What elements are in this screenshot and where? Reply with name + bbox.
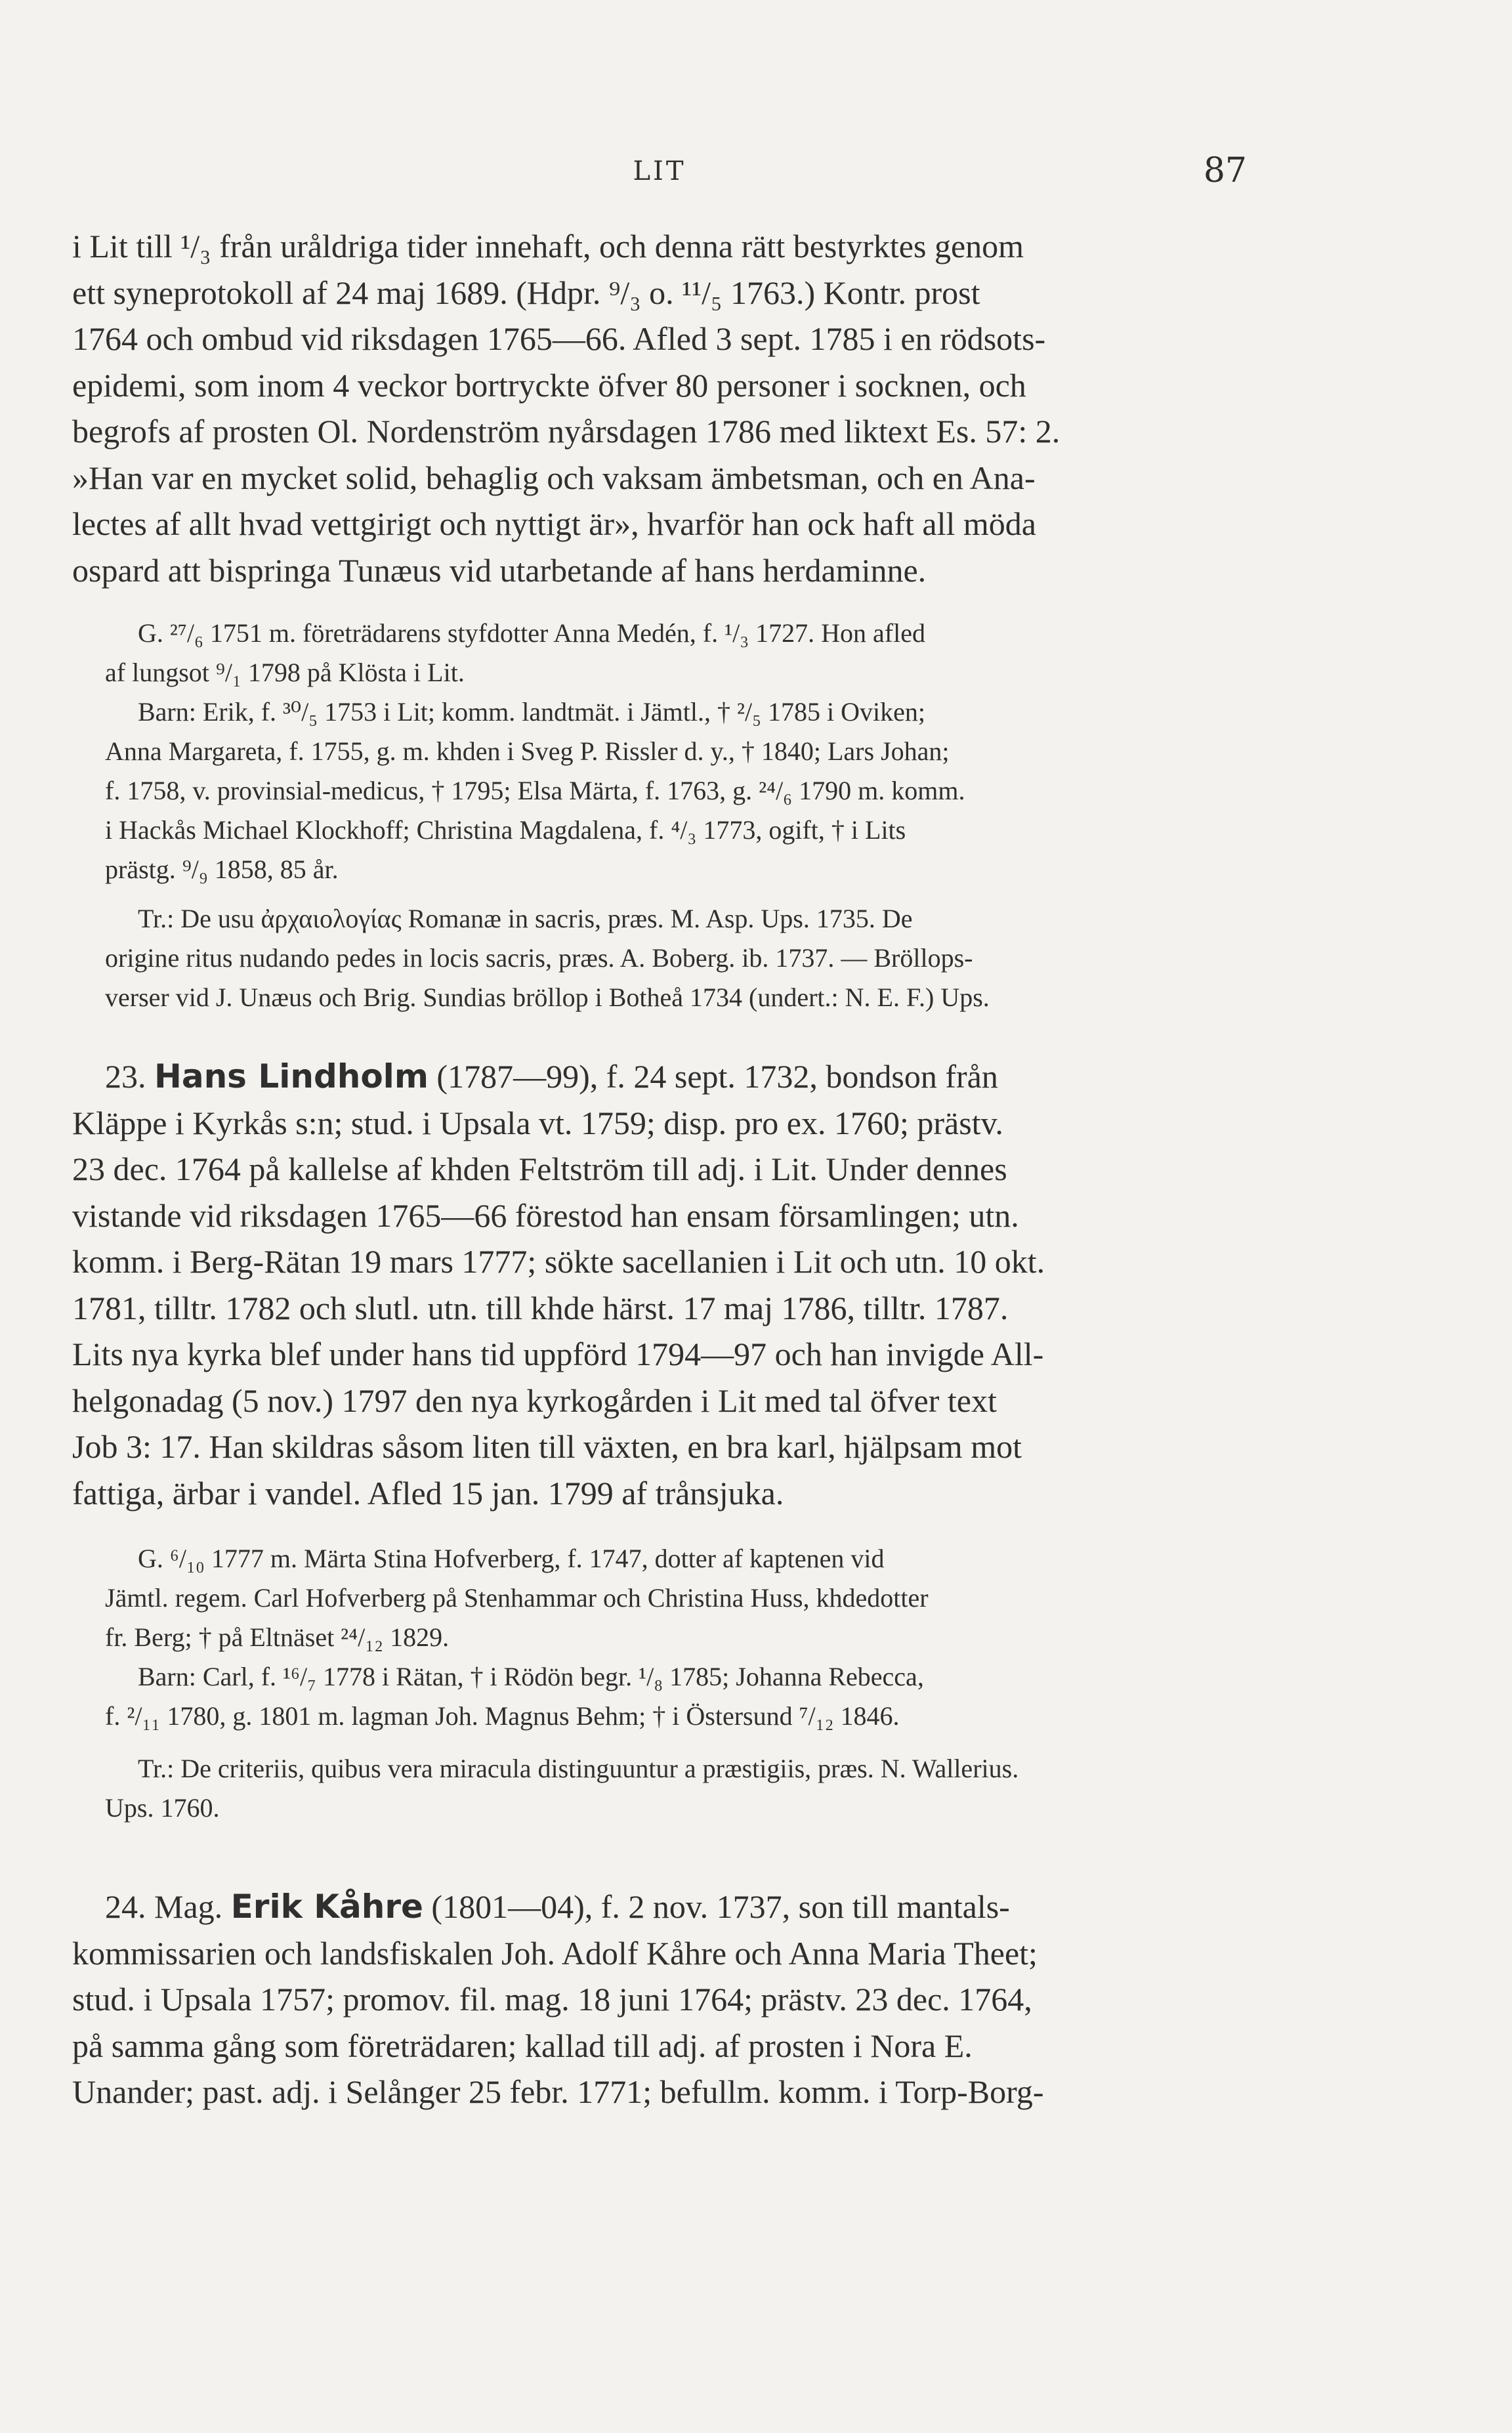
text-line: G. ⁶/₁₀ 1777 m. Märta Stina Hofverberg, f. 1747, dotter af kaptenen vid [138,1544,885,1573]
text-line: 1781, tilltr. 1782 och slutl. utn. till khde härst. 17 maj 1786, tilltr. 1787. [72,1289,1009,1326]
text-line: G. ²⁷/₆ 1751 m. företrädarens styfdotter Anna Medén, f. ¹/₃ 1727. Hon afled [138,618,925,648]
entry-name: Erik Kåhre [230,1888,423,1926]
text-line: (1787—99), f. 24 sept. 1732, bondson från [436,1058,998,1095]
works-note-22 [105,899,1247,1017]
text-line: Barn: Carl, f. ¹⁶/₇ 1778 i Rätan, † i Rödön begr. ¹/₈ 1785; Johanna Rebecca, [138,1662,924,1691]
family-note-22 [105,614,1247,889]
text-line: f. ²/₁₁ 1780, g. 1801 m. lagman Joh. Magnus Behm; † i Östersund ⁷/₁₂ 1846. [105,1701,900,1731]
text-line: kommissarien och landsfiskalen Joh. Adolf Kåhre och Anna Maria Theet; [72,1934,1038,1972]
text-line: helgonadag (5 nov.) 1797 den nya kyrkogården i Lit med tal öfver text [72,1382,997,1419]
text-line: Tr.: De criteriis, quibus vera miracula distinguuntur a præstigiis, præs. N. Wallerius. [138,1754,1019,1783]
text-line: Lits nya kyrka blef under hans tid uppförd 1794—97 och han invigde All- [72,1336,1044,1372]
text-line: 1764 och ombud vid riksdagen 1765—66. Afled 3 sept. 1785 i en rödsots- [72,320,1046,357]
text-line: Unander; past. adj. i Selånger 25 febr. 1771; befullm. komm. i Torp-Borg- [72,2073,1044,2110]
text-line: epidemi, som inom 4 veckor bortryckte öfver 80 personer i socknen, och [72,366,1026,404]
text-line: f. 1758, v. provinsial-medicus, † 1795; Elsa Märta, f. 1763, g. ²⁴/₆ 1790 m. komm. [105,776,965,805]
text-line: origine ritus nudando pedes in locis sacris, præs. A. Boberg. ib. 1737. — Bröllops- [105,943,973,973]
text-line: Barn: Erik, f. ³⁰/₅ 1753 i Lit; komm. landtmät. i Jämtl., † ²/₅ 1785 i Oviken; [138,697,926,727]
entry-number: 24. [105,1888,146,1925]
text-line: Ups. 1760. [105,1793,220,1823]
text-line: komm. i Berg-Rätan 19 mars 1777; sökte sacellanien i Lit och utn. 10 okt. [72,1243,1045,1280]
text-line: i Lit till ¹/₃ från uråldriga tider innehaft, och denna rätt bestyrktes genom [72,228,1024,264]
text-line: stud. i Upsala 1757; promov. fil. mag. 18 juni 1764; prästv. 23 dec. 1764, [72,1981,1032,2018]
text-line: på samma gång som företrädaren; kallad till adj. af prosten i Nora E. [72,2027,973,2064]
entry-name: Hans Lindholm [154,1057,429,1095]
entry-prefix: Mag. [154,1888,223,1925]
text-line: Tr.: De usu ἀρχαιολογίας Romanæ in sacris, præs. M. Asp. Ups. 1735. De [138,904,913,933]
text-line: Jämtl. regem. Carl Hofverberg på Stenhammar och Christina Huss, khdedotter [105,1583,929,1613]
works-note-23 [105,1749,1247,1828]
text-line: fr. Berg; † på Eltnäset ²⁴/₁₂ 1829. [105,1622,450,1652]
text-line: ett syneprotokoll af 24 maj 1689. (Hdpr. ⁹/₃ o. ¹¹/₅ 1763.) Kontr. prost [72,274,980,311]
text-line: prästg. ⁹/₉ 1858, 85 år. [105,855,339,884]
text-line: »Han var en mycket solid, behaglig och vaksam ämbetsman, och en Ana- [72,459,1036,496]
text-line: Anna Margareta, f. 1755, g. m. khden i Sveg P. Rissler d. y., † 1840; Lars Johan; [105,736,950,766]
running-head [72,151,1247,190]
text-line: Kläppe i Kyrkås s:n; stud. i Upsala vt. 1759; disp. pro ex. 1760; prästv. [72,1104,1003,1141]
family-note-23 [105,1539,1247,1736]
paragraph-continuation [72,223,1247,593]
entry-number: 23. [105,1058,146,1095]
text-line: i Hackås Michael Klockhoff; Christina Magdalena, f. ⁴/₃ 1773, ogift, † i Lits [105,815,906,845]
text-line: (1801—04), f. 2 nov. 1737, son till mantals- [431,1888,1010,1925]
text-line: af lungsot ⁹/₁ 1798 på Klösta i Lit. [105,658,465,687]
running-head-title: LIT [633,156,686,186]
entry-23 [72,1053,1247,1516]
text-line: lectes af allt hvad vettgirigt och nyttigt är», hvarför han ock haft all möda [72,505,1036,542]
text-line: fattiga, ärbar i vandel. Afled 15 jan. 1799 af trånsjuka. [72,1474,784,1512]
entry-24 [72,1884,1247,2115]
text-line: verser vid J. Unæus och Brig. Sundias bröllop i Botheå 1734 (undert.: N. E. F.) Ups. [105,983,990,1012]
text-line: begrofs af prosten Ol. Nordenström nyårsdagen 1786 med liktext Es. 57: 2. [72,413,1060,450]
text-line: ospard att bispringa Tunæus vid utarbetande af hans herdaminne. [72,551,927,589]
page-number: 87 [1203,151,1247,190]
text-line: Job 3: 17. Han skildras såsom liten till växten, en bra karl, hjälpsam mot [72,1428,1022,1465]
text-line: 23 dec. 1764 på kallelse af khden Feltström till adj. i Lit. Under dennes [72,1151,1007,1187]
text-line: vistande vid riksdagen 1765—66 förestod han ensam församlingen; utn. [72,1196,1019,1234]
